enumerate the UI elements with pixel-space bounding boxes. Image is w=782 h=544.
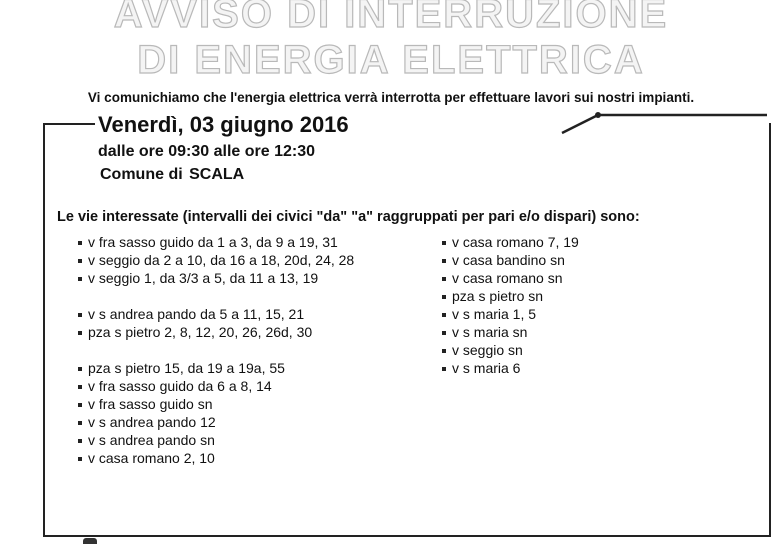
list-item: v s maria sn: [440, 323, 700, 341]
frame-corner-line: [560, 113, 770, 133]
list-item: v seggio da 2 a 10, da 16 a 18, 20d, 24, 28: [76, 251, 376, 269]
list-item: v fra sasso guido da 6 a 8, 14: [76, 377, 376, 395]
list-item: pza s pietro 15, da 19 a 19a, 55: [76, 359, 376, 377]
list-item: v casa romano 2, 10: [76, 449, 376, 467]
frame-top-left-border: [43, 123, 95, 125]
streets-header: Le vie interessate (intervalli dei civici "da" "a" raggruppati per pari e/o dispari) sono:: [57, 209, 640, 225]
comune: [98, 166, 244, 184]
list-item: v s andrea pando da 5 a 11, 15, 21: [76, 305, 376, 323]
list-item: v fra sasso guido da 1 a 3, da 9 a 19, 31: [76, 233, 376, 251]
streets-list-left: [76, 233, 376, 467]
list-item: v casa bandino sn: [440, 251, 700, 269]
list-item: v s maria 1, 5: [440, 305, 700, 323]
list-item: v s andrea pando sn: [76, 431, 376, 449]
list-item: v seggio sn: [440, 341, 700, 359]
intro-text: Vi comunichiamo che l'energia elettrica verrà interrotta per effettuare lavori sui nostri impianti.: [87, 90, 695, 105]
list-item: v s maria 6: [440, 359, 700, 377]
comune-label: Comune di: [100, 166, 183, 183]
interruption-hours: dalle ore 09:30 alle ore 12:30: [98, 143, 316, 160]
notice-title-line1: AVVISO DI INTERRUZIONE: [113, 0, 669, 36]
list-item: v casa romano sn: [440, 269, 700, 287]
comune-name: SCALA: [189, 166, 245, 183]
notice-title-line2: DI ENERGIA ELETTRICA: [137, 38, 645, 82]
list-item: pza s pietro 2, 8, 12, 20, 26, 26d, 30: [76, 323, 376, 341]
streets-list-right: [440, 233, 700, 377]
list-item: pza s pietro sn: [440, 287, 700, 305]
page-corner-mark: [83, 538, 97, 544]
list-item: v s andrea pando 12: [76, 413, 376, 431]
list-item: v seggio 1, da 3/3 a 5, da 11 a 13, 19: [76, 269, 376, 287]
list-item: v casa romano 7, 19: [440, 233, 700, 251]
list-item: v fra sasso guido sn: [76, 395, 376, 413]
interruption-date: Venerdì, 03 giugno 2016: [98, 112, 349, 137]
